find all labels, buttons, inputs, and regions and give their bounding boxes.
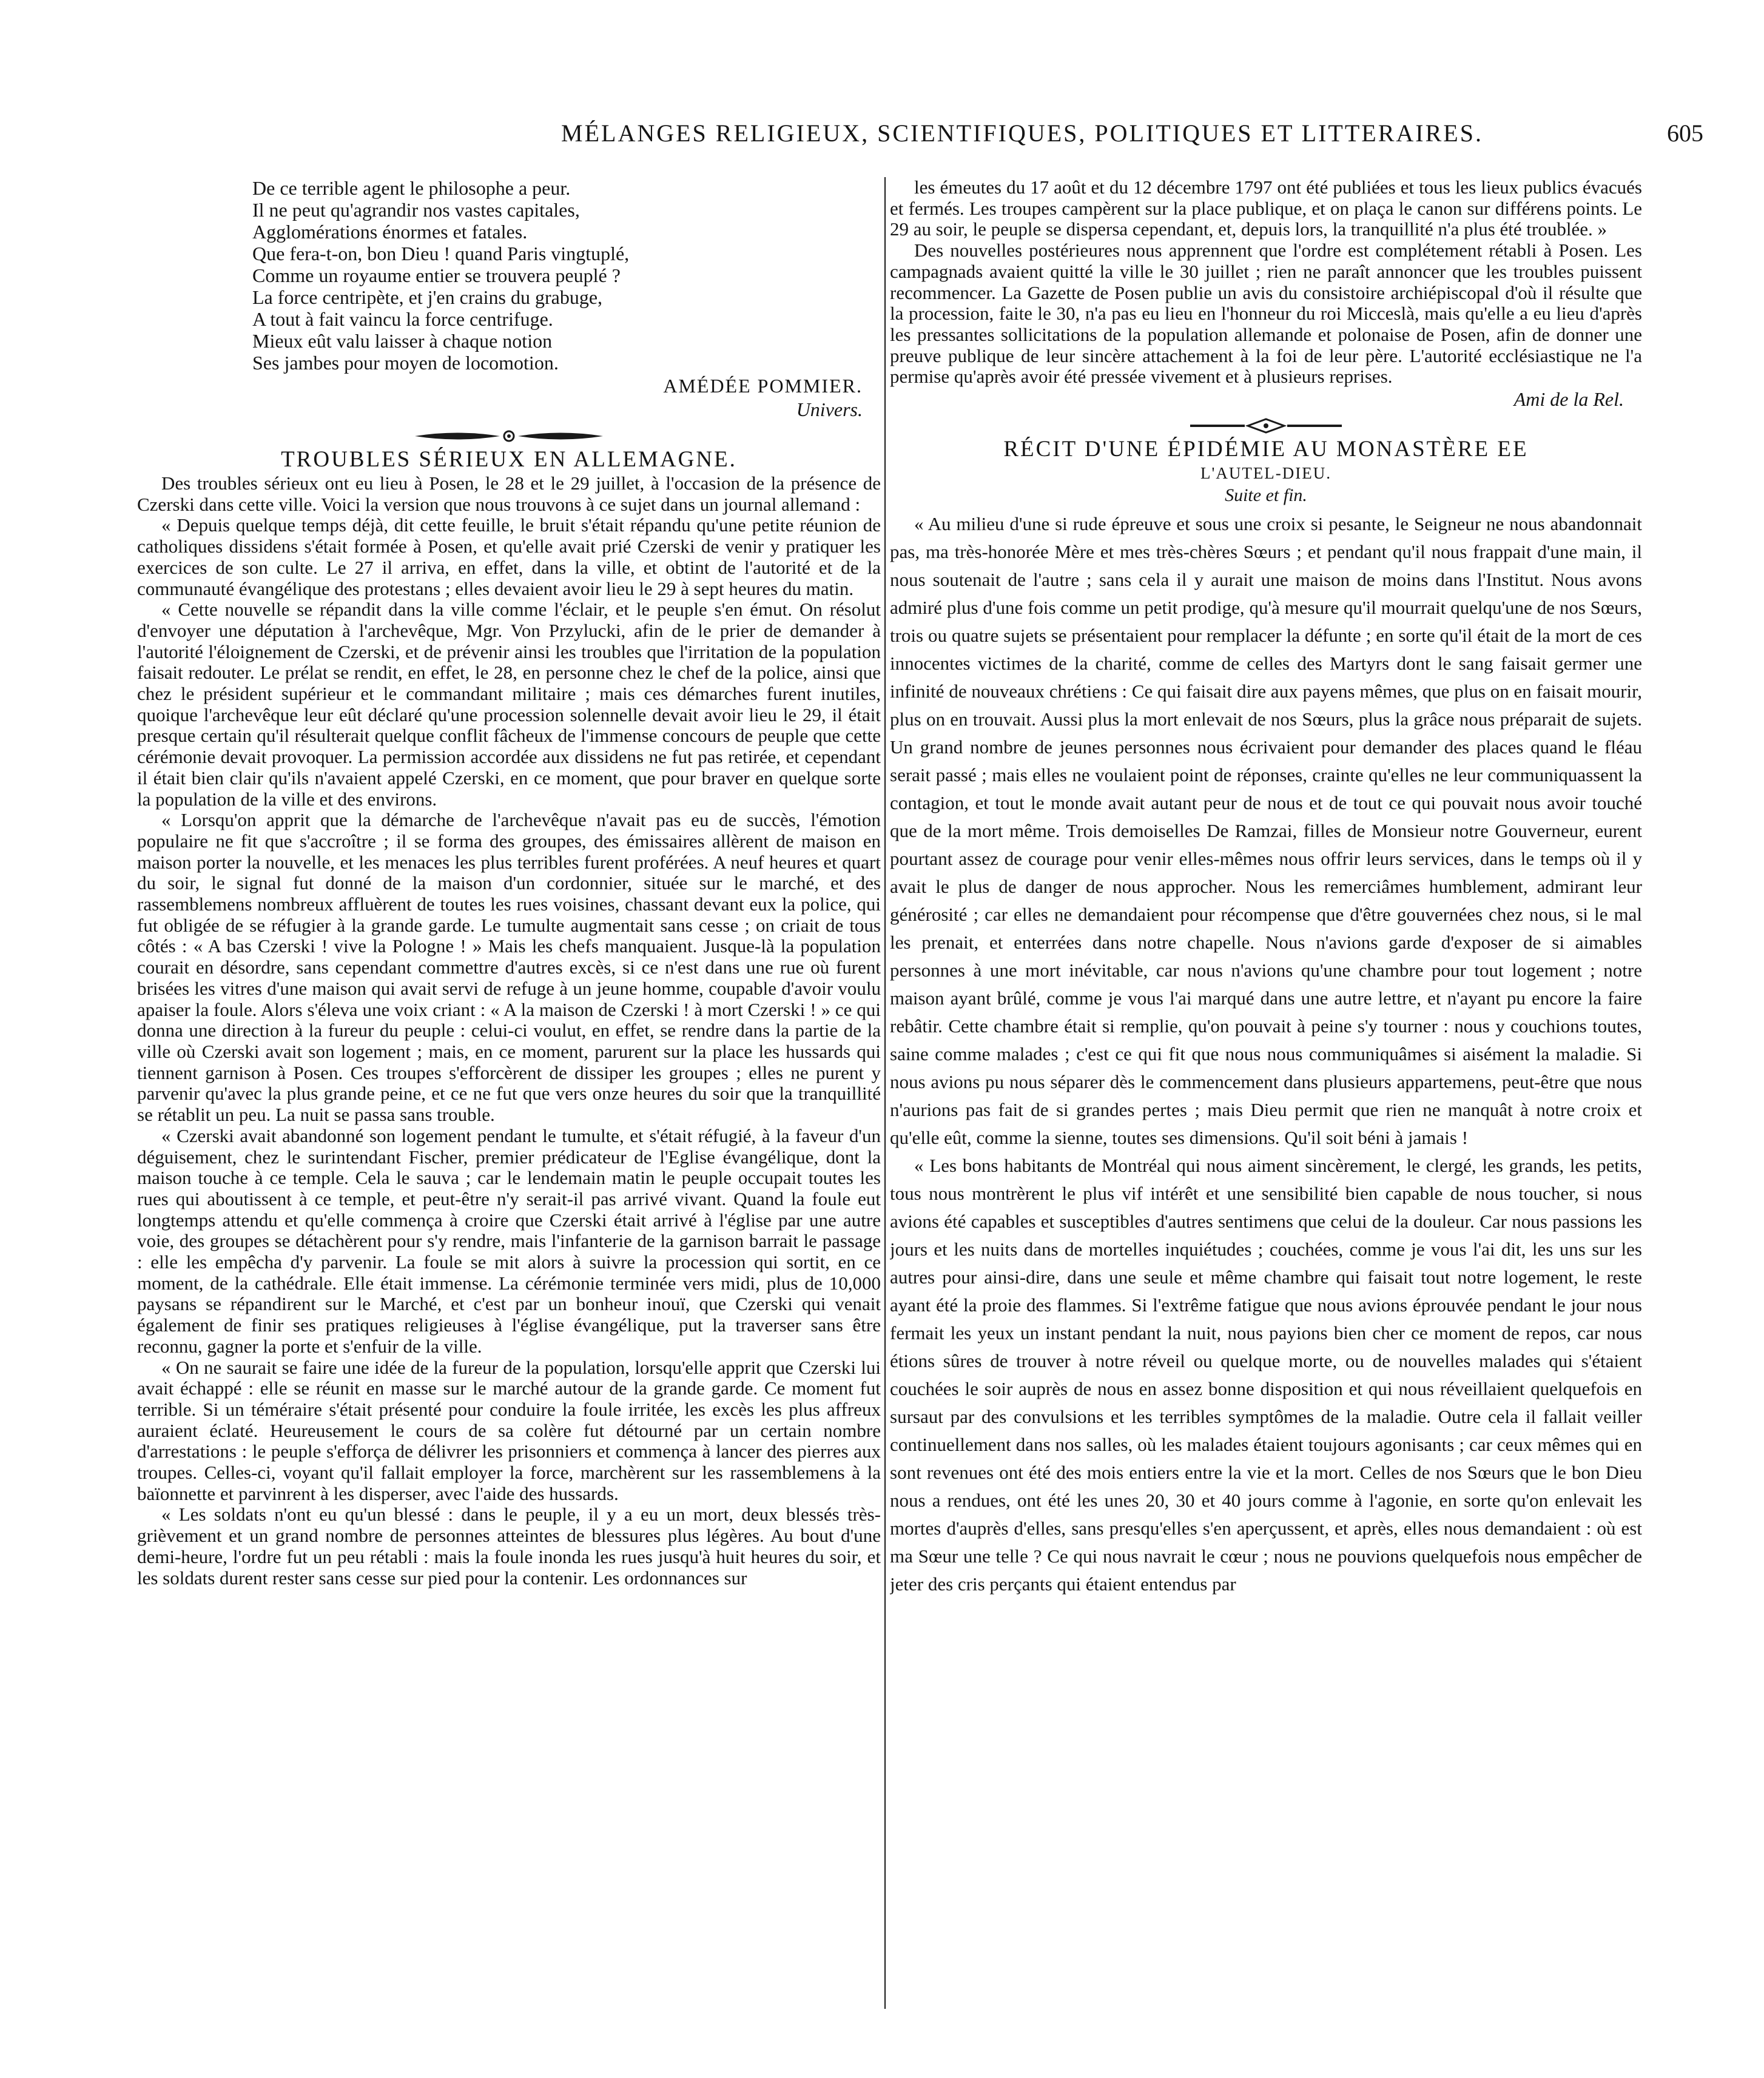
poem-line: Agglomérations énormes et fatales. <box>252 221 528 243</box>
poem-line: Ses jambes pour moyen de locomotion. <box>252 352 559 374</box>
poem-line: De ce terrible agent le philosophe a peur. <box>252 177 571 199</box>
article-title: TROUBLES SÉRIEUX EN ALLEMAGNE. <box>281 447 737 472</box>
left-column <box>137 177 881 2009</box>
article-paragraph: Des troubles sérieux ont eu lieu à Posen, le 28 et le 29 juillet, à l'occasion de la présence de Czerski dans cette ville. Voici la version que nous trouvons à ce sujet dans un journal allemand : <box>137 472 881 515</box>
fleuron-ornament <box>1166 418 1366 434</box>
recit-paragraph: « Au milieu d'une si rude épreuve et sous une croix si pesante, le Seigneur ne nous abandonnait pas, ma très-honorée Mère et mes très-chères Sœurs ; et pendant qu'il nous frappait d'une main, il nous soutenait de l'autre ; sans cela il y aurait une maison de moins dans l'Institut. Nous avons admiré plus d'une fois comme un petit prodige, qu'à mesure qu'il mourrait quelqu'une de nos Sœurs, trois ou quatre sujets se présentaient pour remplacer la défunte ; en sorte qu'il était de la mort de ces innocentes victimes de la charité, comme de celles des Martyrs dont le sang faisait germer une infinité de nouveaux chrétiens : Ce qui faisait dire aux payens mêmes, que plus on en faisait mourir, plus on en trouvait. Aussi plus la mort enlevait de nos Sœurs, plus la grâce nous préparait de sujets. Un grand nombre de jeunes personnes nous écrivaient pour demander des places quand le fléau serait passé ; mais elles ne voulaient point de réponses, crainte qu'elles ne leur communiquassent la contagion, et tout le monde avait autant peur de nous et de tout ce qui pouvait nous avoir touché que de la mort même. Trois demoiselles De Ramzai, filles de Monsieur notre Gouverneur, eurent pourtant assez de courage pour venir elles-mêmes nous offrir leurs services, dans le temps où il y avait le plus de danger de nous approcher. Nous les remerciâmes humblement, admirant leur générosité ; car elles ne demandaient pour récompense que d'être gouvernées chez nous, si le mal les prenait, et enterrées dans notre chapelle. Nous n'avions garde d'exposer de si aimables personnes à une mort inévitable, car nous n'avions qu'une chambre pour tout logement ; notre maison ayant brûlé, comme je vous l'ai marqué dans une autre lettre, et n'ayant pu encore la faire rebâtir. Cette chambre était si remplie, qu'on pouvait à peine s'y tourner : nous y couchions toutes, saine comme malades ; c'est ce qui fit que nous nous communiquâmes si aisément la maladie. Si nous avions pu nous séparer dès le commencement dans plusieurs appartemens, peut-être que nous n'aurions pas fait de si grandes pertes ; mais Dieu permit que rien ne manquât à notre croix et qu'elle eût, comme la sienne, toutes ses dimensions. Qu'il soit béni à jamais ! <box>890 513 1642 1149</box>
poem-source: Univers. <box>796 398 863 420</box>
column-divider <box>884 177 886 2009</box>
article-paragraph: « On ne saurait se faire une idée de la fureur de la population, lorsqu'elle apprit que Czerski lui avait échappé : elle se réunit en masse sur le marché autour de la grande garde. Ce moment fut terrible. Si un téméraire s'était présenté pour conduire la foule irritée, les excès les plus affreux auraient éclaté. Heureusement le cours de sa colère fut détourné par un certain nombre d'arrestations : le peuple s'efforça de délivrer les prisonniers et commença à lancer des pierres aux troupes. Celles-ci, voyant qu'il fallait employer la force, marchèrent sur les rassemblemens à la baïonnette et parvinrent à les disperser, avec l'aide des hussards. <box>137 1356 881 1504</box>
article-paragraph: Des nouvelles postérieures nous apprennent que l'ordre est complétement rétabli à Posen. Les campagnads avaient quitté la ville le 30 juillet ; rien ne paraît annoncer que les troubles puissent recommencer. La Gazette de Posen publie un avis du consistoire archiépiscopal d'où il résulte que la procession, faite le 30, n'a pas eu lieu en l'honneur du roi Micceslà, mais qu'elle a eu lieu d'après les pressantes sollicitations de la population allemande et polonaise de Posen, afin de donner une preuve publique de leur sincère attachement à la foi de leur père. L'autorité ecclésiastique ne l'a permise qu'après avoir été pressée vivement et à plusieurs reprises. <box>890 240 1642 388</box>
section-subtitle: L'AUTEL-DIEU. <box>1200 464 1332 483</box>
recit-paragraph: « Les bons habitants de Montréal qui nous aiment sincèrement, le clergé, les grands, les petits, tous nous montrèrent le plus vif intérêt et une sensibilité bien capable de nous toucher, si nous avions été capables et susceptibles d'autres sentimens que celui de la douleur. Car nous passions les jours et les nuits dans de mortelles inquiétudes ; couchées, comme je vous l'ai dit, les uns sur les autres pour ainsi-dire, dans une seule et même chambre qui faisait tout notre logement, le reste ayant été la proie des flammes. Si l'extrême fatigue que nous avions éprouvée pendant le jour nous fermait les yeux un instant pendant la nuit, nous payions bien cher ce moment de repos, car nous étions sûres de trouver à notre réveil ou quelque morte, ou de nouvelles malades qui s'étaient couchées le soir auprès de nous en assez bonne disposition et qui nous réveillaient quelquefois en sursaut par des convulsions et les terribles symptômes de la maladie. Outre cela il fallait veiller continuellement dans nos salles, où les malades étaient toujours agonisants ; car ceux mêmes qui en sont revenues ont été des mois entiers entre la vie et la mort. Celles de nos Sœurs que le bon Dieu nous a rendues, ont été les unes 20, 30 et 40 jours comme à l'agonie, en sorte qu'on enlevait les mortes d'auprès d'elles, sans presqu'elles s'en aperçussent, et après, elles nous demandaient : où est ma Sœur une telle ? Ce qui nous navrait le cœur ; nous ne pouvions quelquefois nous empêcher de jeter des cris perçants qui étaient entendus par <box>890 1155 1642 1595</box>
poem-line: Mieux eût valu laisser à chaque notion <box>252 330 553 352</box>
article-source: Ami de la Rel. <box>1513 388 1624 411</box>
page-number: 605 <box>1667 119 1703 147</box>
poem-signature: AMÉDÉE POMMIER. <box>663 375 863 397</box>
article-paragraph: « Cette nouvelle se répandit dans la ville comme l'éclair, et le peuple s'en émut. On résolut d'envoyer une députation à l'archevêque, Mgr. Von Przylucki, afin de le prier de demander à l'autorité l'éloignement de Czerski, et de prévenir ainsi les troubles que l'irritation de la population faisait redouter. Le prélat se rendit, en effet, le 28, en personne chez le chef de la police, ainsi que chez le président supérieur et le commandant militaire ; mais ces démarches furent inutiles, quoique l'archevêque leur eût déclaré qu'une procession solennelle devait avoir lieu le 29, il était presque certain qu'il résulterait quelque conflit fâcheux de l'immense concours de peuple que cette cérémonie devait provoquer. La permission accordée aux dissidens ne fut pas retirée, et cependant il était bien clair qu'ils n'avaient appelé Czerski, en ce moment, que pour braver en quelque sorte la population de la ville et des environs. <box>137 599 881 810</box>
article-paragraph: « Czerski avait abandonné son logement pendant le tumulte, et s'était réfugié, à la faveur d'un déguisement, chez le surintendant Fischer, premier prédicateur de l'Eglise évangélique, dont la maison touche à ce temple. Cela le sauva ; car le lendemain matin le peuple occupait toutes les rues qui aboutissent à ce temple, et peut-être n'y serait-il pas arrivé vivant. Quand la foule eut longtemps attendu et qu'elle commença à croire que Czerski était arrivé à l'église par une autre voie, des groupes se détachèrent pour s'y rendre, mais l'infanterie de la garnison barrait le passage : elle les empêcha d'y parvenir. La foule se mit alors à suivre la procession qui sortit, en ce moment, de la cathédrale. Elle était immense. La cérémonie terminée vers midi, plus de 10,000 paysans se répandirent sur le Marché, et c'est par un bonheur inouï, que Czerski qui venait également de finir ses pratiques religieuses à l'église évangélique, put la traverser sans être reconnu, gagner la porte et s'enfuir de la ville. <box>137 1125 881 1357</box>
section-title: RÉCIT D'UNE ÉPIDÉMIE AU MONASTÈRE EE <box>1003 437 1529 462</box>
article-paragraph: « Les soldats n'ont eu qu'un blessé : dans le peuple, il y a eu un mort, deux blessés très-grièvement et un grand nombre de personnes atteintes de blessures plus légères. Au bout d'une demi-heure, l'ordre fut un peu rétabli : mais la foule inonda les rues jusqu'à huit heures du soir, et les soldats durent rester sans cesse sur pied pour la contenir. Les ordonnances sur <box>137 1504 881 1589</box>
article-paragraph: les émeutes du 17 août et du 12 décembre 1797 ont été publiées et tous les lieux publics évacués et fermés. Les troupes campèrent sur la place publique, et on plaça le canon sur différens points. Le 29 au soir, le peuple se dispersa cependant, et, depuis lors, la tranquillité n'a plus été troublée. » <box>890 177 1642 240</box>
poem-line: A tout à fait vaincu la force centrifuge. <box>252 308 553 330</box>
fleuron-ornament <box>409 428 609 444</box>
poem-line: La force centripète, et j'en crains du grabuge, <box>252 286 603 308</box>
poem-line: Il ne peut qu'agrandir nos vastes capitales, <box>252 199 580 221</box>
poem <box>252 177 881 374</box>
article-paragraph: « Lorsqu'on apprit que la démarche de l'archevêque n'avait pas eu de succès, l'émotion populaire ne fit que s'accroître ; il se forma des groupes, des émissaires allèrent de maison en maison porter la nouvelle, et les menaces les plus terribles furent proférées. A neuf heures et quart du soir, le signal fut donné de la maison d'un cordonnier, située sur le marché, et des rassemblemens nombreux affluèrent de toutes les rues voisines, chassant devant eux la police, qui fut obligée de se réfugier à la grande garde. Le tumulte augmentait sans cesse ; on criait de tous côtés : « A bas Czerski ! vive la Pologne ! » Mais les chefs manquaient. Jusque-là la population courait en désordre, sans cependant commettre d'autres excès, si ce n'est dans une rue où furent brisées les vitres d'une maison qui avait servi de refuge à un jeune homme, coupable d'avoir voulu apaiser la foule. Alors s'éleva une voix criant : « A la maison de Czerski ! à mort Czerski ! » ce qui donna une direction à la fureur du peuple : celui-ci voulut, en effet, se rendre dans la partie de la ville où Czerski avait son logement ; mais, en ce moment, parurent sur la place les hussards qui tiennent garnison à Posen. Ces troupes s'efforcèrent de dissiper les groupes ; elles ne purent y parvenir qu'avec la plus grande peine, et ce ne fut que vers onze heures du soir que la tranquillité se rétablit un peu. La nuit se passa sans trouble. <box>137 809 881 1126</box>
poem-line: Que fera-t-on, bon Dieu ! quand Paris vingtuplé, <box>252 243 630 264</box>
right-column <box>890 177 1642 2009</box>
section-continuation: Suite et fin. <box>1225 485 1307 506</box>
poem-line: Comme un royaume entier se trouvera peuplé ? <box>252 264 621 286</box>
article-paragraph: « Depuis quelque temps déjà, dit cette feuille, le bruit s'était répandu qu'une petite réunion de catholiques dissidens s'était formée à Posen, et qu'elle avait prié Czerski de venir y pratiquer les exercices de son culte. Le 27 il arriva, en effet, dans la ville, et obtint de l'autorité et de la communauté évangélique des protestans ; elles devaient avoir lieu le 29 à sept heures du matin. <box>137 514 881 599</box>
running-head: MÉLANGES RELIGIEUX, SCIENTIFIQUES, POLITIQUES ET LITTERAIRES. <box>561 119 1483 147</box>
